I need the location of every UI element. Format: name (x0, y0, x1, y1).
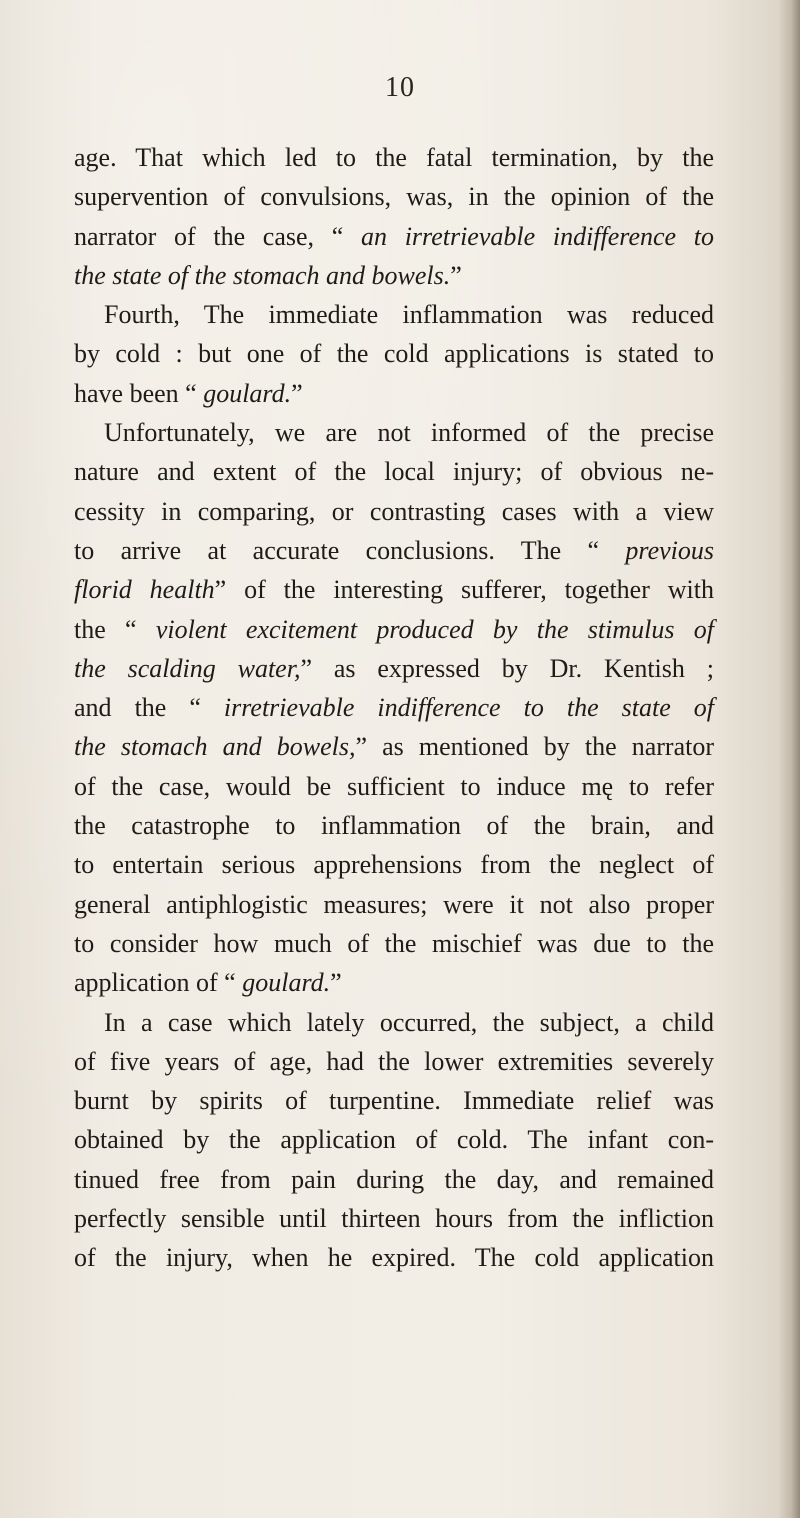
text-line (74, 1120, 714, 1159)
italic-text: florid health (74, 575, 215, 605)
page-edge-shadow (778, 0, 800, 1518)
text-run: ” of the interesting sufferer, together with (214, 575, 714, 605)
text-run: ” as mentioned by the narrator (355, 732, 714, 762)
text-line (74, 649, 714, 688)
text-line (74, 806, 714, 845)
text-run: tinued free from pain during the day, and remained (74, 1164, 714, 1194)
text-line (74, 845, 714, 884)
text-run: cessity in comparing, or contrasting cases with a view (74, 496, 714, 526)
italic-text: violent excitement produced by the stimulus of (155, 614, 714, 644)
italic-text: an irretrievable indifference to (361, 221, 714, 251)
text-line (74, 1160, 714, 1199)
text-run: to entertain serious apprehensions from the neglect of (74, 850, 714, 880)
text-line (74, 295, 714, 334)
italic-text: goulard. (242, 968, 331, 998)
text-run: age. That which led to the fatal termination, by the (74, 143, 714, 172)
text-line (74, 924, 714, 963)
text-run: perfectly sensible until thirteen hours from the infliction (74, 1204, 714, 1234)
text-run: nature and extent of the local injury; of obvious ne- (74, 457, 714, 487)
text-run: ” (291, 378, 303, 408)
text-run: of five years of age, had the lower extremities severely (74, 1046, 714, 1076)
text-line (74, 177, 714, 216)
text-line (74, 1238, 714, 1277)
text-line (74, 413, 714, 452)
text-run: of the case, would be sufficient to induce mę to refer (74, 771, 714, 801)
text-run: burnt by spirits of turpentine. Immediate relief was (74, 1086, 714, 1116)
text-run: Unfortunately, we are not informed of the precise (104, 418, 714, 448)
italic-text: goulard. (203, 378, 292, 408)
text-line (74, 374, 714, 413)
text-line (74, 138, 714, 177)
text-run: by cold : but one of the cold applications is stated to (74, 339, 714, 369)
text-run: supervention of convulsions, was, in the opinion of the (74, 182, 714, 212)
italic-text: the scalding water, (74, 653, 301, 683)
text-line (74, 688, 714, 727)
text-line (74, 570, 714, 609)
text-run: ” as expressed by Dr. Kentish ; (300, 653, 714, 683)
italic-text: previous (625, 535, 714, 565)
body-text (74, 138, 714, 1278)
text-run: ” (450, 260, 462, 290)
text-line (74, 767, 714, 806)
text-line (74, 610, 714, 649)
text-line (74, 1003, 714, 1042)
text-run: the “ (74, 614, 156, 644)
text-run: the catastrophe to inflammation of the brain, and (74, 811, 714, 841)
page-number: 10 (385, 72, 415, 103)
text-line (74, 1042, 714, 1081)
text-line (74, 885, 714, 924)
text-run: application of “ (74, 968, 243, 998)
text-run: Fourth, The immediate inflammation was reduced (104, 300, 714, 330)
text-run: have been “ (74, 378, 204, 408)
text-line (74, 963, 714, 1002)
text-run: to arrive at accurate conclusions. The “ (74, 535, 626, 565)
text-line (74, 1081, 714, 1120)
text-line (74, 727, 714, 766)
text-line (74, 492, 714, 531)
italic-text: the stomach and bowels, (74, 732, 356, 762)
text-line (74, 334, 714, 373)
text-run: In a case which lately occurred, the subject, a child (104, 1007, 714, 1037)
text-run: obtained by the application of cold. The infant con- (74, 1125, 714, 1155)
text-run: ” (330, 968, 342, 998)
text-line (74, 531, 714, 570)
text-run: of the injury, when he expired. The cold application (74, 1243, 714, 1273)
text-line (74, 217, 714, 256)
text-run: to consider how much of the mischief was due to the (74, 928, 714, 958)
text-line (74, 1199, 714, 1238)
text-line (74, 256, 714, 295)
text-line (74, 452, 714, 491)
italic-text: irretrievable indifference to the state of (223, 693, 715, 723)
text-run: narrator of the case, “ (74, 221, 361, 251)
text-run: general antiphlogistic measures; were it not also proper (74, 889, 714, 919)
italic-text: the state of the stomach and bowels. (74, 260, 451, 290)
text-run: and the “ (74, 693, 224, 723)
